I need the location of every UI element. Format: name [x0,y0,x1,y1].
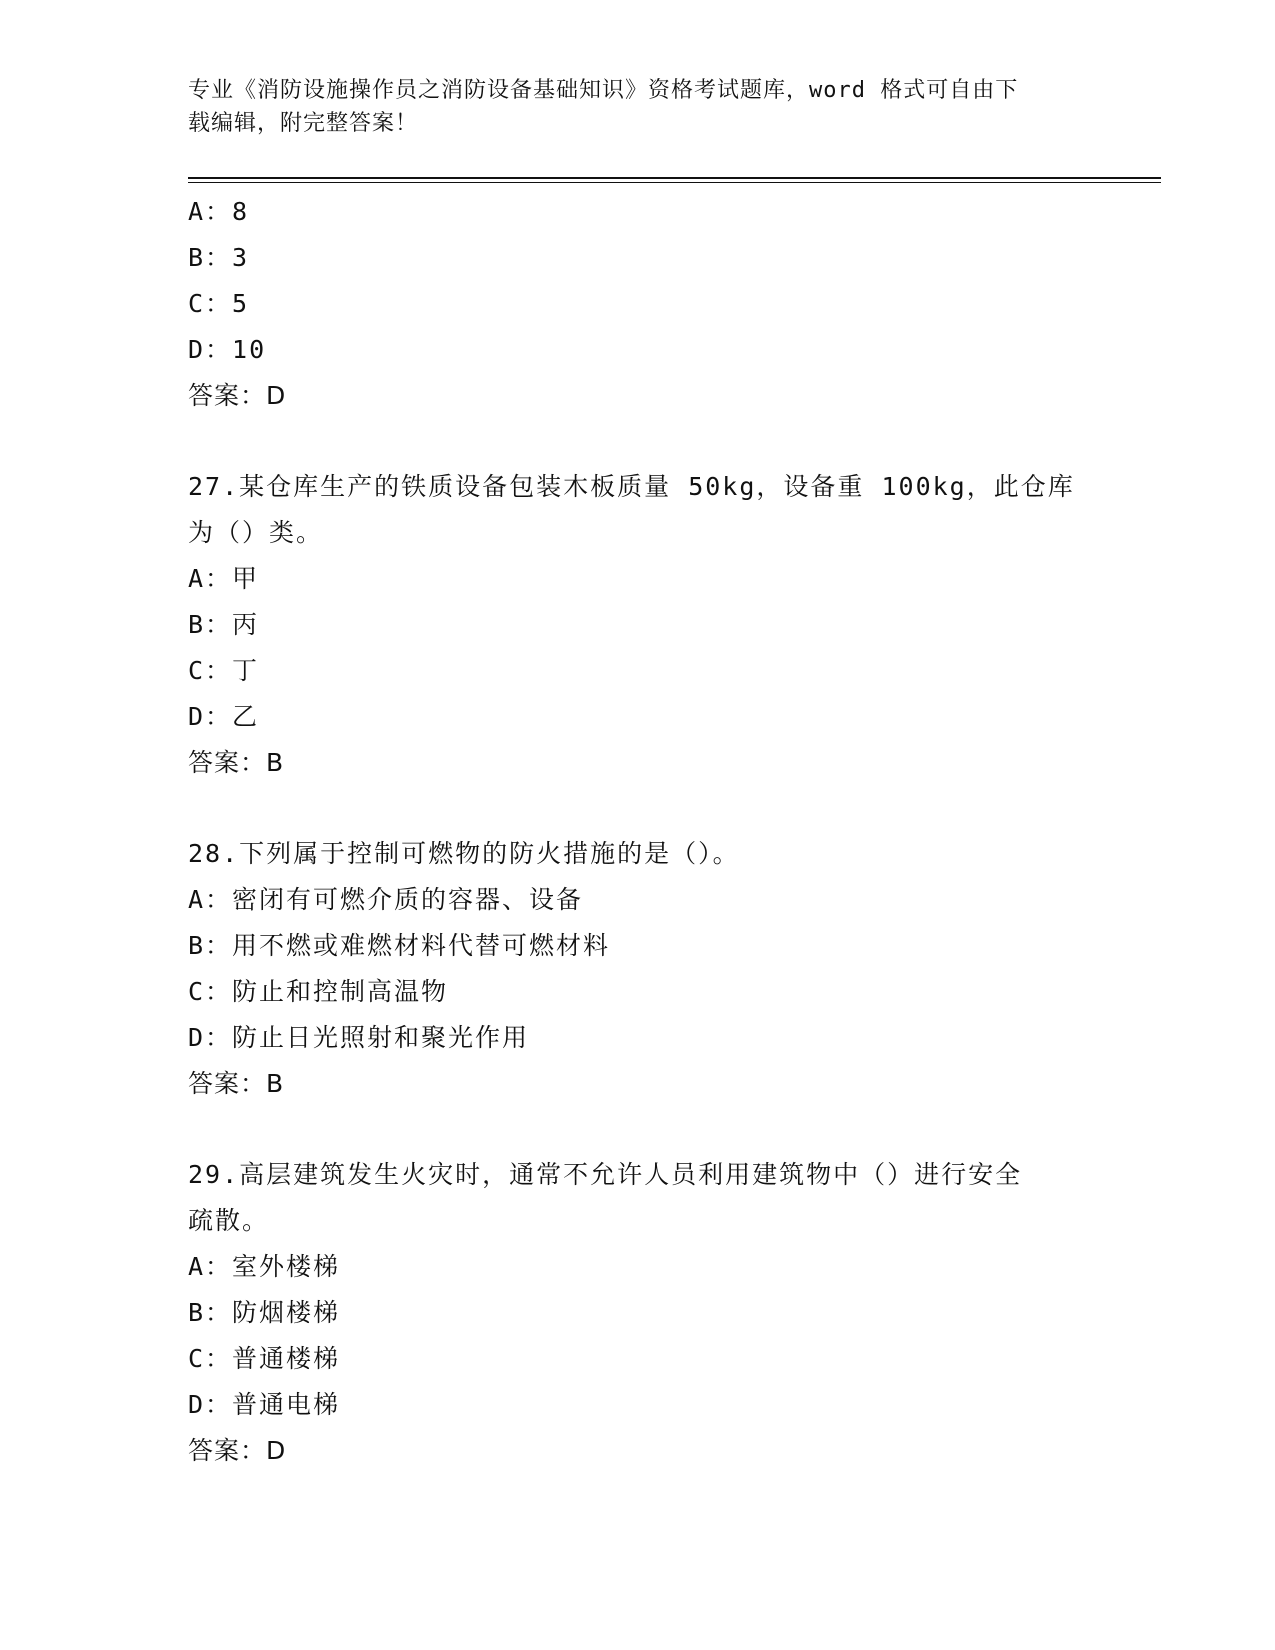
question-stem-line-2: 为（）类。 [188,518,324,547]
option-d: D：普通电梯 [188,1390,341,1419]
answer-line: 答案：D [188,381,287,410]
option-b: B：用不燃或难燃材料代替可燃材料 [188,931,611,960]
question-block-29 [188,1152,1088,1474]
option-d: D：乙 [188,702,260,731]
option-a: A：8 [188,197,250,226]
question-stem-line-1: 28.下列属于控制可燃物的防火措施的是（）。 [188,839,740,868]
option-b: B：防烟楼梯 [188,1298,341,1327]
option-b: B：丙 [188,610,260,639]
header-divider-thin [188,182,1161,183]
option-a: A：室外楼梯 [188,1252,341,1281]
question-list [188,189,1088,1474]
header-line-2: 载编辑，附完整答案！ [188,111,419,136]
header-divider-thick [188,177,1161,179]
answer-line: 答案：B [188,748,285,777]
question-stem-line-1: 29.高层建筑发生火灾时，通常不允许人员利用建筑物中（）进行安全 [188,1160,1023,1189]
question-block-26 [188,189,1088,419]
question-block-28 [188,831,1088,1107]
option-c: C：丁 [188,656,260,685]
option-d: D：10 [188,335,267,364]
document-header [188,74,1068,140]
option-c: C：5 [188,289,250,318]
answer-line: 答案：B [188,1069,285,1098]
question-stem-line-1: 27.某仓库生产的铁质设备包装木板质量 50kg，设备重 100kg，此仓库 [188,472,1075,501]
option-c: C：普通楼梯 [188,1344,341,1373]
header-line-1: 专业《消防设施操作员之消防设备基础知识》资格考试题库，word 格式可自由下 [188,78,1019,103]
option-a: A：密闭有可燃介质的容器、设备 [188,885,584,914]
option-c: C：防止和控制高温物 [188,977,449,1006]
question-stem-line-2: 疏散。 [188,1206,270,1235]
option-d: D：防止日光照射和聚光作用 [188,1023,530,1052]
option-a: A：甲 [188,564,260,593]
option-b: B：3 [188,243,250,272]
question-block-27 [188,464,1088,786]
answer-line: 答案：D [188,1436,287,1465]
